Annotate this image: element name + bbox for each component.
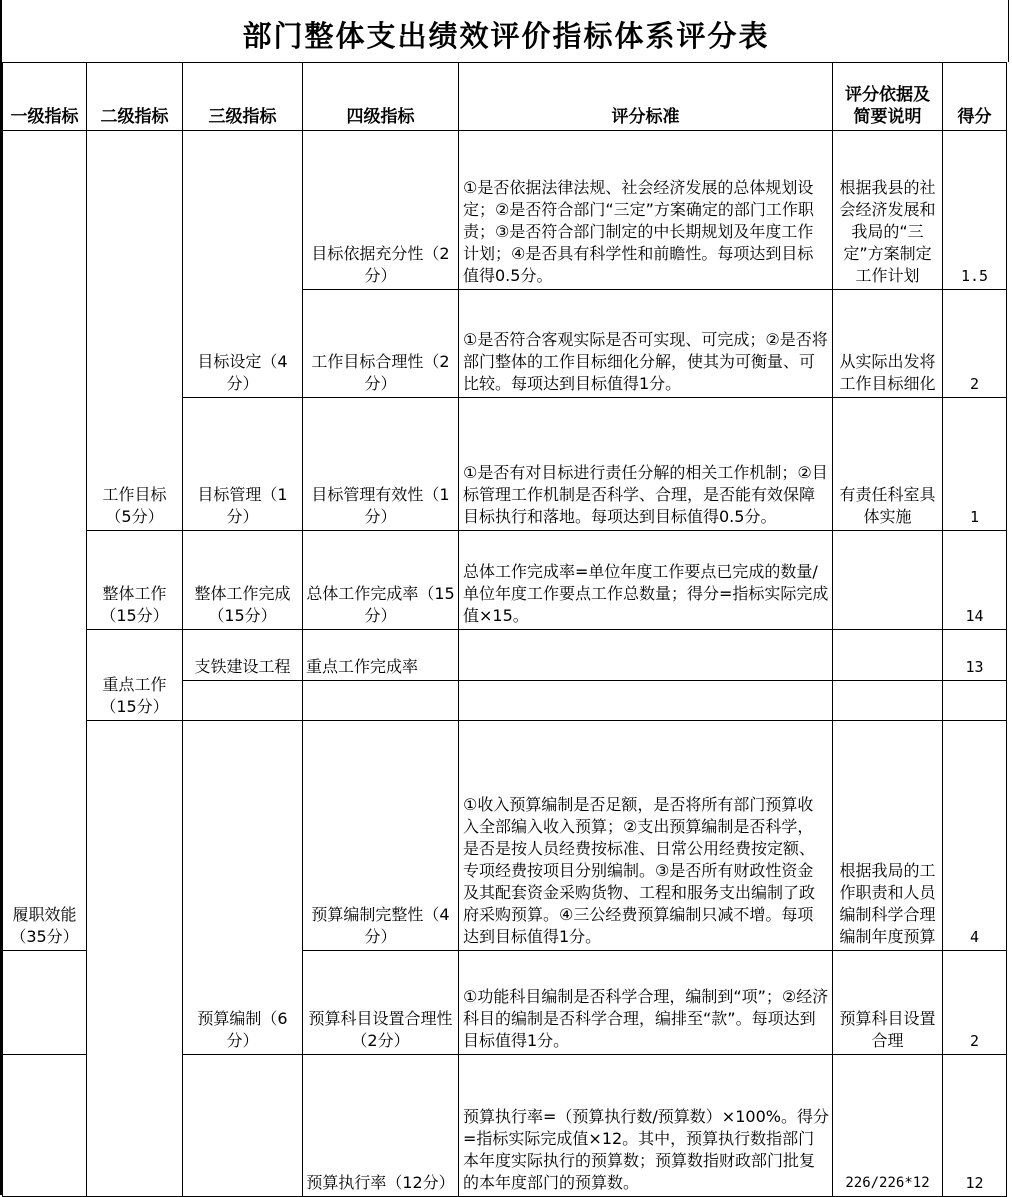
score-cell: 1.5 bbox=[943, 131, 1007, 290]
level2-goal-label: 工作目标 bbox=[102, 485, 167, 504]
criteria-cell: 预算执行率=（预算执行数/预算数）×100%。得分=指标实际完成值×12。其中，预算执行数指部门本年度实际执行的预算数；预算数指财政部门批复的本年度部门的预算数。 bbox=[459, 1055, 833, 1197]
empty-cell bbox=[833, 681, 943, 721]
score-cell: 4 bbox=[943, 721, 1007, 951]
level3-cell: 整体工作完成（15分） bbox=[183, 531, 303, 630]
header-score: 得分 bbox=[943, 63, 1007, 131]
score-cell: 12 bbox=[943, 1055, 1007, 1197]
basis-cell: 226/226*12 bbox=[833, 1055, 943, 1197]
level4-cell: 重点工作完成率 bbox=[303, 630, 459, 681]
criteria-cell: ①收入预算编制是否足额，是否将所有部门预算收入全部编入收入预算；②支出预算编制是否科学，是否是按人员经费按标准、日常公用经费按定额、专项经费按项目分别编制。③是否所有财政性资金及其配套资金采购货物、工程和服务支出编制了政府采购预算。④三公经费预算编制只减不增。每项达到目标值得1分。 bbox=[459, 721, 833, 951]
level4-cell: 目标管理有效性（1分） bbox=[303, 398, 459, 531]
criteria-cell: 总体工作完成率=单位年度工作要点已完成的数量/单位年度工作要点工作总数量；得分=指标实际完成值×15。 bbox=[459, 531, 833, 630]
score-cell: 13 bbox=[943, 630, 1007, 681]
level4-cell: 预算科目设置合理性（2分） bbox=[303, 951, 459, 1055]
level1-cell bbox=[3, 131, 87, 951]
header-row bbox=[3, 63, 1007, 131]
table-row bbox=[3, 721, 1007, 951]
header-level2: 二级指标 bbox=[87, 63, 183, 131]
criteria-cell bbox=[459, 630, 833, 681]
level1-empty-cell bbox=[3, 1055, 87, 1197]
level2-goal-cell bbox=[87, 131, 183, 531]
level3-empty-cell bbox=[183, 1055, 303, 1197]
empty-cell bbox=[459, 681, 833, 721]
header-basis-line1: 评分依据及 bbox=[845, 85, 930, 105]
level4-cell: 总体工作完成率（15分） bbox=[303, 531, 459, 630]
level2-budget-cell bbox=[87, 721, 183, 1197]
empty-cell bbox=[303, 681, 459, 721]
level2-key-label: 重点工作 bbox=[102, 675, 167, 694]
score-cell: 2 bbox=[943, 290, 1007, 398]
level3-budget-cell: 预算编制（6分） bbox=[183, 721, 303, 1055]
basis-cell: 根据我县的社会经济发展和我局的“三定”方案制定工作计划 bbox=[833, 131, 943, 290]
level4-cell: 工作目标合理性（2分） bbox=[303, 290, 459, 398]
score-cell: 14 bbox=[943, 531, 1007, 630]
basis-cell: 从实际出发将工作目标细化 bbox=[833, 290, 943, 398]
level2-overall-cell: 整体工作（15分） bbox=[87, 531, 183, 630]
basis-cell: 预算科目设置合理 bbox=[833, 951, 943, 1055]
level1-score: （35分） bbox=[10, 927, 79, 946]
table-row bbox=[3, 131, 1007, 290]
indicator-table bbox=[2, 62, 1007, 1197]
level4-cell: 预算执行率（12分） bbox=[303, 1055, 459, 1197]
criteria-cell: ①是否有对目标进行责任分解的相关工作机制；②目标管理工作机制是否科学、合理，是否能有效保障目标执行和落地。每项达到目标值得0.5分。 bbox=[459, 398, 833, 531]
level2-key-score: （15分） bbox=[100, 697, 169, 716]
basis-cell bbox=[833, 531, 943, 630]
level4-cell: 预算编制完整性（4分） bbox=[303, 721, 459, 951]
header-level1: 一级指标 bbox=[3, 63, 87, 131]
level3-goal-mgmt-cell: 目标管理（1分） bbox=[183, 398, 303, 531]
level3-goal-setting-cell: 目标设定（4分） bbox=[183, 131, 303, 398]
basis-cell: 有责任科室具体实施 bbox=[833, 398, 943, 531]
header-basis-line2: 简要说明 bbox=[853, 107, 922, 127]
table-row bbox=[3, 531, 1007, 630]
header-criteria: 评分标准 bbox=[459, 63, 833, 131]
criteria-cell: ①是否依据法律法规、社会经济发展的总体规划设定；②是否符合部门“三定”方案确定的部门工作职责；③是否符合部门制定的中长期规划及年度工作计划；④是否具有科学性和前瞻性。每项达到目标值得0.5分。 bbox=[459, 131, 833, 290]
level4-cell: 目标依据充分性（2分） bbox=[303, 131, 459, 290]
header-level4: 四级指标 bbox=[303, 63, 459, 131]
criteria-cell: ①是否符合客观实际是否可实现、可完成；②是否将部门整体的工作目标细化分解，使其为可衡量、可比较。每项达到目标值得1分。 bbox=[459, 290, 833, 398]
level1-empty-cell bbox=[3, 951, 87, 1055]
score-cell: 2 bbox=[943, 951, 1007, 1055]
table-row bbox=[3, 630, 1007, 681]
empty-cell bbox=[943, 681, 1007, 721]
level3-cell: 支铁建设工程 bbox=[183, 630, 303, 681]
criteria-cell: ①功能科目编制是否科学合理，编制到“项”；②经济科目的编制是否科学合理，编排至“款”。每项达到目标值得1分。 bbox=[459, 951, 833, 1055]
page-title: 部门整体支出绩效评价指标体系评分表 bbox=[242, 19, 770, 53]
level1-label: 履职效能 bbox=[12, 905, 77, 924]
header-basis bbox=[833, 63, 943, 131]
empty-cell bbox=[183, 681, 303, 721]
basis-cell bbox=[833, 630, 943, 681]
level2-goal-score: （5分） bbox=[105, 507, 164, 526]
basis-cell: 根据我局的工作职责和人员编制科学合理编制年度预算 bbox=[833, 721, 943, 951]
level2-key-cell bbox=[87, 630, 183, 721]
score-cell: 1 bbox=[943, 398, 1007, 531]
header-level3: 三级指标 bbox=[183, 63, 303, 131]
